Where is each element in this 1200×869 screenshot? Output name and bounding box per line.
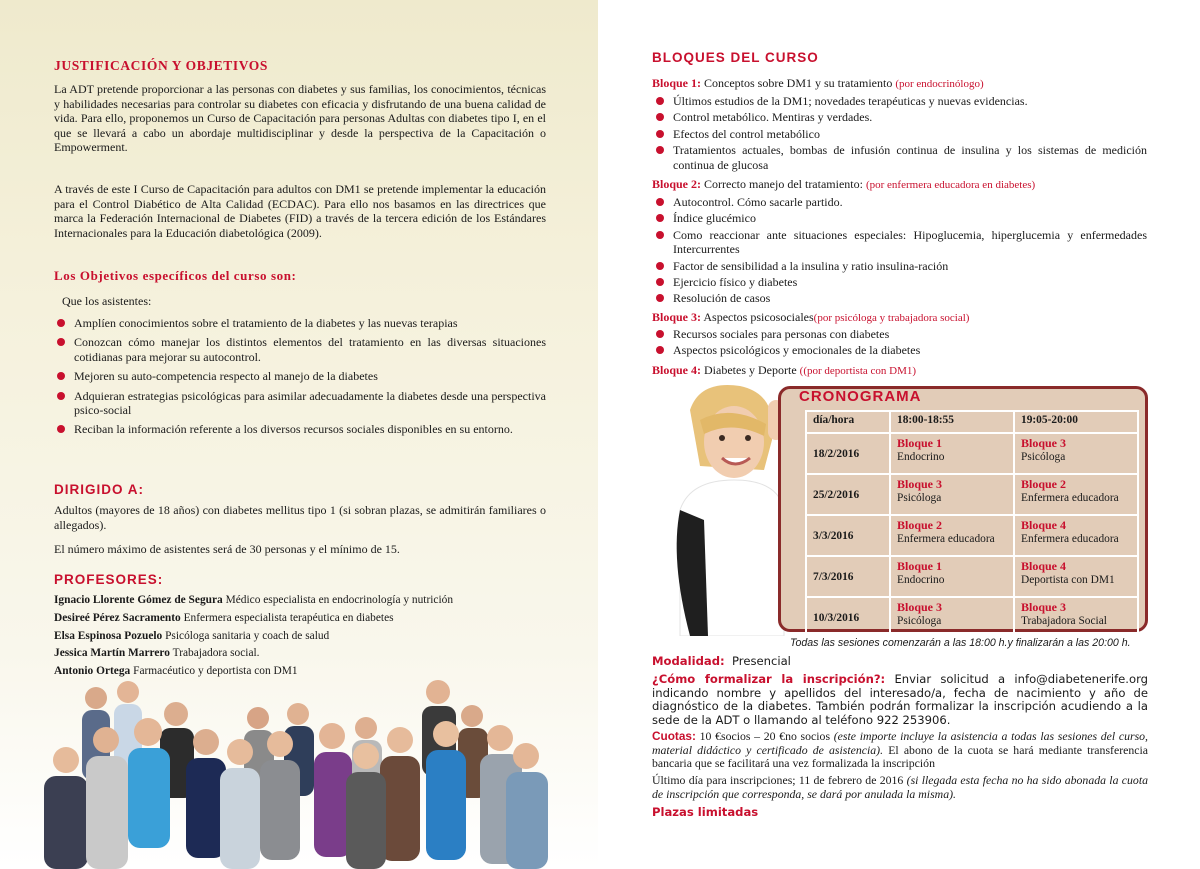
- bloque-2-list: [655, 195, 1147, 306]
- list-item: Control metabólico. Mentiras y verdades.: [655, 110, 1147, 124]
- objetivos-list: [56, 316, 546, 437]
- bullet-icon: [57, 372, 65, 380]
- bullet-icon: [656, 262, 664, 270]
- woman-illustration: [660, 380, 790, 636]
- column-header: 19:05-20:00: [1014, 411, 1138, 433]
- bullet-icon: [656, 330, 664, 338]
- list-item: Autocontrol. Cómo sacarle partido.: [655, 195, 1147, 209]
- bullet-icon: [57, 425, 65, 433]
- profesores-list: [54, 592, 453, 681]
- cronograma-table: [805, 410, 1139, 639]
- objetivos-intro: Que los asistentes:: [62, 294, 152, 308]
- profesor-item: Desireé Pérez Sacramento Enfermera especialista terapéutica en diabetes: [54, 611, 394, 624]
- justificacion-paragraph-2: A través de este I Curso de Capacitación para adultos con DM1 se pretende implementar la educación para el Control Diabético de Alta Calidad (ECDAC). Para ello nos basamos en las directrices que marca la Federación Internacional de Diabetes (FID) a través de la tercera edición de los Estándares Internacionales para la Educación diabetológica (2009).: [54, 182, 546, 240]
- eye-shape: [719, 435, 725, 441]
- bloque-1-list: [655, 94, 1147, 172]
- list-item: Tratamientos actuales, bombas de infusión continua de insulina y los sistemas de medición continua de glucosa: [655, 143, 1147, 172]
- inscripcion-block: ¿Cómo formalizar la inscripción?: Enviar solicitud a info@diabetenerife.org indicando nombre y apellidos del interesado/a, fecha de nacimiento y año de diagnóstico de la diabetes. También podrán formalizar la inscripción acudiendo a la sede de la ADT o llamando al teléfono 922 253906.: [652, 672, 1149, 727]
- person-figures: [44, 680, 548, 869]
- table-row: [806, 556, 1138, 597]
- list-item: Factor de sensibilidad a la insulina y ratio insulina-ración: [655, 259, 1147, 273]
- list-item: Como reaccionar ante situaciones especiales: Hipoglucemia, hiperglucemia y enfermedades Intercurrentes: [655, 228, 1147, 257]
- table-header-row: [806, 411, 1138, 433]
- list-item: Aspectos psicológicos y emocionales de la diabetes: [655, 343, 1147, 357]
- list-item: Ejercicio físico y diabetes: [655, 275, 1147, 289]
- bullet-icon: [656, 113, 664, 121]
- date-cell: 10/3/2016: [806, 597, 890, 638]
- bullet-icon: [57, 338, 65, 346]
- list-item: Amplíen conocimientos sobre el tratamiento de la diabetes y las nuevas terapias: [56, 316, 546, 330]
- bullet-icon: [656, 346, 664, 354]
- session-cell: Bloque 1 Endocrino: [890, 556, 1014, 597]
- list-item: Mejoren su auto-competencia respecto al manejo de la diabetes: [56, 369, 546, 383]
- date-cell: 3/3/2016: [806, 515, 890, 556]
- cronograma-title: CRONOGRAMA: [799, 388, 922, 405]
- profesor-item: Elsa Espinosa Pozuelo Psicóloga sanitaria y coach de salud: [54, 629, 330, 642]
- bloque-4-heading: Bloque 4: Diabetes y Deporte ((por deportista con DM1): [652, 363, 917, 377]
- list-item: Conozcan cómo manejar los distintos elementos del tratamiento en las diversas situaciones cotidianas para mejorar su autocontrol.: [56, 335, 546, 364]
- table-row: [806, 515, 1138, 556]
- justificacion-title: JUSTIFICACIÓN Y OBJETIVOS: [54, 58, 269, 73]
- bullet-icon: [57, 319, 65, 327]
- bullet-icon: [656, 278, 664, 286]
- objetivos-title: Los Objetivos específicos del curso son:: [54, 268, 297, 283]
- column-header: 18:00-18:55: [890, 411, 1014, 433]
- session-cell: Bloque 2 Enfermera educadora: [1014, 474, 1138, 515]
- table-row: [806, 474, 1138, 515]
- list-item: Resolución de casos: [655, 291, 1147, 305]
- bloque-3-list: [655, 327, 1147, 358]
- list-item: Adquieran estrategias psicológicas para asimilar adecuadamente la diabetes desde una perspectiva psico-social: [56, 389, 546, 418]
- cronograma-board: [778, 386, 1148, 632]
- bloques-title: BLOQUES DEL CURSO: [652, 50, 819, 65]
- bloque-1-heading: Bloque 1: Conceptos sobre DM1 y su tratamiento (por endocrinólogo): [652, 76, 984, 90]
- plazas-limitadas: Plazas limitadas: [652, 805, 759, 819]
- bloque-3-heading: Bloque 3: Aspectos psicosociales(por psicóloga y trabajadora social): [652, 310, 970, 324]
- date-cell: 25/2/2016: [806, 474, 890, 515]
- bullet-icon: [656, 198, 664, 206]
- list-item: Reciban la información referente a los diversos recursos sociales disponibles en su entorno.: [56, 422, 546, 436]
- profesores-title: PROFESORES:: [54, 572, 164, 587]
- bullet-icon: [656, 231, 664, 239]
- cronograma-note: Todas las sesiones comenzarán a las 18:00 h.y finalizarán a las 20:00 h.: [790, 637, 1131, 649]
- session-cell: Bloque 3 Psicóloga: [1014, 433, 1138, 474]
- date-cell: 18/2/2016: [806, 433, 890, 474]
- column-header: día/hora: [806, 411, 890, 433]
- date-cell: 7/3/2016: [806, 556, 890, 597]
- table-row: [806, 597, 1138, 638]
- list-item: Recursos sociales para personas con diabetes: [655, 327, 1147, 341]
- group-photo: [36, 680, 556, 869]
- bullet-icon: [656, 294, 664, 302]
- session-cell: Bloque 3 Psicóloga: [890, 474, 1014, 515]
- dirigido-paragraph-1: Adultos (mayores de 18 años) con diabetes mellitus tipo 1 (si sobran plazas, se admitirán familiares o allegados).: [54, 503, 546, 532]
- bullet-icon: [656, 214, 664, 222]
- list-item: Índice glucémico: [655, 211, 1147, 225]
- profesor-item: Antonio Ortega Farmacéutico y deportista con DM1: [54, 665, 298, 678]
- session-cell: Bloque 4 Deportista con DM1: [1014, 556, 1138, 597]
- list-item: Últimos estudios de la DM1; novedades terapéuticas y nuevas evidencias.: [655, 94, 1147, 108]
- justificacion-paragraph-1: La ADT pretende proporcionar a las personas con diabetes y sus familias, los conocimientos, técnicas y habilidades necesarias para controlar su diabetes con eficacia y disfrutando de una buena calidad de vida. Para ello, proponemos un Curso de Capacitación para personas Adultas con diabetes tipo I, en el que se llevará a cabo un abordaje multidisciplinar y desde la perspectiva de la Capacitación o Empowerment.: [54, 82, 546, 155]
- session-cell: Bloque 3 Psicóloga: [890, 597, 1014, 638]
- modalidad-line: Modalidad: Presencial: [652, 654, 791, 668]
- session-cell: Bloque 2 Enfermera educadora: [890, 515, 1014, 556]
- bloque-2-heading: Bloque 2: Correcto manejo del tratamiento: (por enfermera educadora en diabetes): [652, 177, 1036, 191]
- bullet-icon: [656, 97, 664, 105]
- bullet-icon: [656, 146, 664, 154]
- list-item: Efectos del control metabólico: [655, 127, 1147, 141]
- dirigido-title: DIRIGIDO A:: [54, 482, 144, 497]
- ultimo-dia-block: Último día para inscripciones; 11 de febrero de 2016 (si llegada esta fecha no ha sido abonada la cuota de inscripción que corresponda, se dará por anulada la misma).: [652, 773, 1148, 801]
- session-cell: Bloque 3 Trabajadora Social: [1014, 597, 1138, 638]
- bullet-icon: [57, 392, 65, 400]
- session-cell: Bloque 4 Enfermera educadora: [1014, 515, 1138, 556]
- bullet-icon: [656, 130, 664, 138]
- profesor-item: Jessica Martín Marrero Trabajadora social.: [54, 647, 260, 660]
- table-row: [806, 433, 1138, 474]
- eye-shape: [745, 435, 751, 441]
- dirigido-paragraph-2: El número máximo de asistentes será de 30 personas y el mínimo de 15.: [54, 542, 400, 556]
- session-cell: Bloque 1 Endocrino: [890, 433, 1014, 474]
- cuotas-block: Cuotas: 10 €socios – 20 €no socios (este importe incluye la asistencia a todas las sesiones del curso, material didáctico y certificado de asistencia). El abono de la cuota se hará mediante transferencia bancaria que se facilitará una vez formalizada la inscripción: [652, 729, 1149, 770]
- profesor-item: Ignacio Llorente Gómez de Segura Médico especialista en endocrinología y nutrición: [54, 594, 454, 606]
